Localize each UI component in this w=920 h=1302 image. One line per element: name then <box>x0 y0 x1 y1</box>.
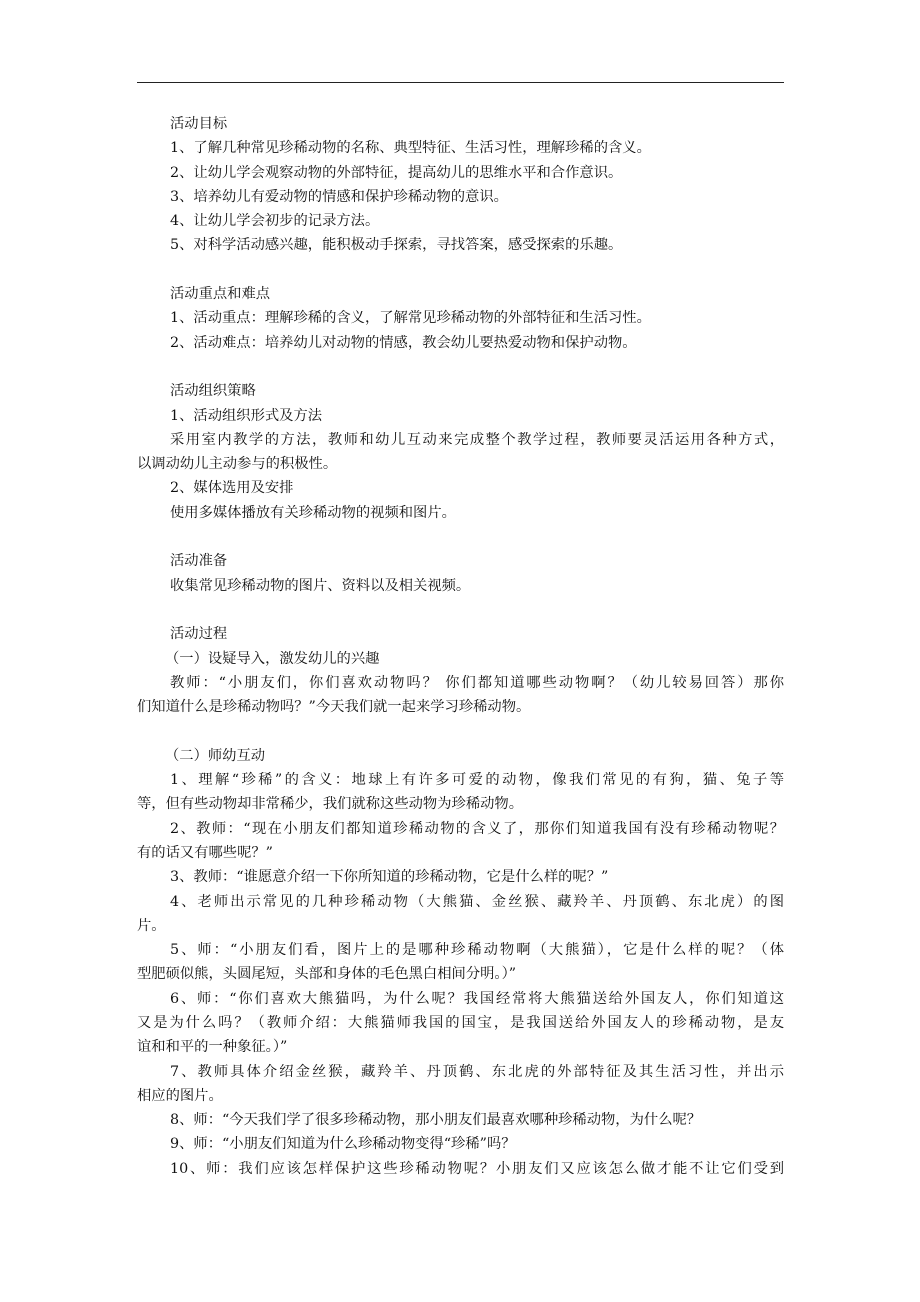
process-text-line: 教师：“小朋友们，你们喜欢动物吗？ 你们都知道哪些动物啊？（幼儿较易回答）那你 <box>170 674 784 691</box>
process-part-2-title: （二）师幼互动 <box>165 747 266 764</box>
objective-item: 3、培养幼儿有爱动物的情感和保护珍稀动物的意识。 <box>170 188 508 205</box>
process-step-line: 6、师：“你们喜欢大熊猫吗，为什么呢？我国经常将大熊猫送给外国友人，你们知道这 <box>170 990 784 1007</box>
process-step-line: 型肥硕似熊，头圆尾短，头部和身体的毛色黑白相间分明。）” <box>137 966 517 983</box>
key-point-item: 1、活动重点：理解珍稀的含义，了解常见珍稀动物的外部特征和生活习性。 <box>170 310 651 327</box>
process-step-line: 2、教师：“现在小朋友们都知道珍稀动物的含义了，那你们知道我国有没有珍稀动物呢？ <box>170 820 784 837</box>
process-text-line: 们知道什么是珍稀动物吗？”今天我们就一起来学习珍稀动物。 <box>137 699 531 716</box>
process-step-line: 5、师：“小朋友们看，图片上的是哪种珍稀动物啊（大熊猫），它是什么样的呢？（体 <box>170 942 784 959</box>
preparation-heading: 活动准备 <box>170 553 228 570</box>
strategy-paragraph-line: 以调动幼儿主动参与的积极性。 <box>137 456 338 473</box>
preparation-text: 收集常见珍稀动物的图片、资料以及相关视频。 <box>170 577 471 594</box>
key-point-item: 2、活动难点：培养幼儿对动物的情感，教会幼儿要热爱动物和保护动物。 <box>170 334 637 351</box>
process-part-1-title: （一）设疑导入，激发幼儿的兴趣 <box>165 650 380 667</box>
objective-item: 2、让幼儿学会观察动物的外部特征，提高幼儿的思维水平和合作意识。 <box>170 164 623 181</box>
process-step-line: 等，但有些动物却非常稀少，我们就称这些动物为珍稀动物。 <box>137 796 524 813</box>
header-rule <box>137 82 784 83</box>
document-body <box>137 112 784 1181</box>
strategy-paragraph-line: 采用室内教学的方法，教师和幼儿互动来完成整个教学过程，教师要灵活运用各种方式， <box>170 431 784 448</box>
process-heading: 活动过程 <box>170 626 228 643</box>
process-step-line: 4、老师出示常见的几种珍稀动物（大熊猫、金丝猴、藏羚羊、丹顶鹤、东北虎）的图 <box>170 893 784 910</box>
process-step-line: 7、教师具体介绍金丝猴，藏羚羊、丹顶鹤、东北虎的外部特征及其生活习性，并出示 <box>170 1063 784 1080</box>
objectives-heading: 活动目标 <box>170 116 228 132</box>
process-step-line: 1、理解“珍稀”的含义：地球上有许多可爱的动物，像我们常见的有狗，猫、兔子等 <box>170 772 784 789</box>
objective-item: 4、让幼儿学会初步的记录方法。 <box>170 213 380 230</box>
process-step-line: 谊和和平的一种象征。）” <box>137 1039 288 1056</box>
process-step-line: 片。 <box>137 917 166 934</box>
objective-item: 5、对科学活动感兴趣，能积极动手探索，寻找答案，感受探索的乐趣。 <box>170 237 623 254</box>
strategy-sub-1: 1、活动组织形式及方法 <box>170 407 323 424</box>
strategy-heading: 活动组织策略 <box>170 383 256 400</box>
process-step-line: 8、师：“今天我们学了很多珍稀动物，那小朋友们最喜欢哪种珍稀动物，为什么呢？ <box>170 1112 702 1129</box>
process-step-line: 10、师：我们应该怎样保护这些珍稀动物呢？小朋友们又应该怎么做才能不让它们受到 <box>170 1160 784 1177</box>
strategy-sub-2: 2、媒体选用及安排 <box>170 480 294 497</box>
process-step-line: 又是为什么吗？（教师介绍：大熊猫师我国的国宝，是我国送给外国友人的珍稀动物，是友 <box>137 1014 784 1031</box>
process-step-line: 有的话又有哪些呢？” <box>137 844 273 861</box>
process-step-line: 9、师：“小朋友们知道为什么珍稀动物变得“珍稀”吗？ <box>170 1136 516 1153</box>
process-step-line: 3、教师：“谁愿意介绍一下你所知道的珍稀动物，它是什么样的呢？” <box>170 869 609 886</box>
strategy-paragraph-2: 使用多媒体播放有关珍稀动物的视频和图片。 <box>170 504 456 521</box>
objective-item: 1、了解几种常见珍稀动物的名称、典型特征、生活习性，理解珍稀的含义。 <box>170 140 651 157</box>
key-points-heading: 活动重点和难点 <box>170 286 271 303</box>
process-step-line: 相应的图片。 <box>137 1087 223 1104</box>
